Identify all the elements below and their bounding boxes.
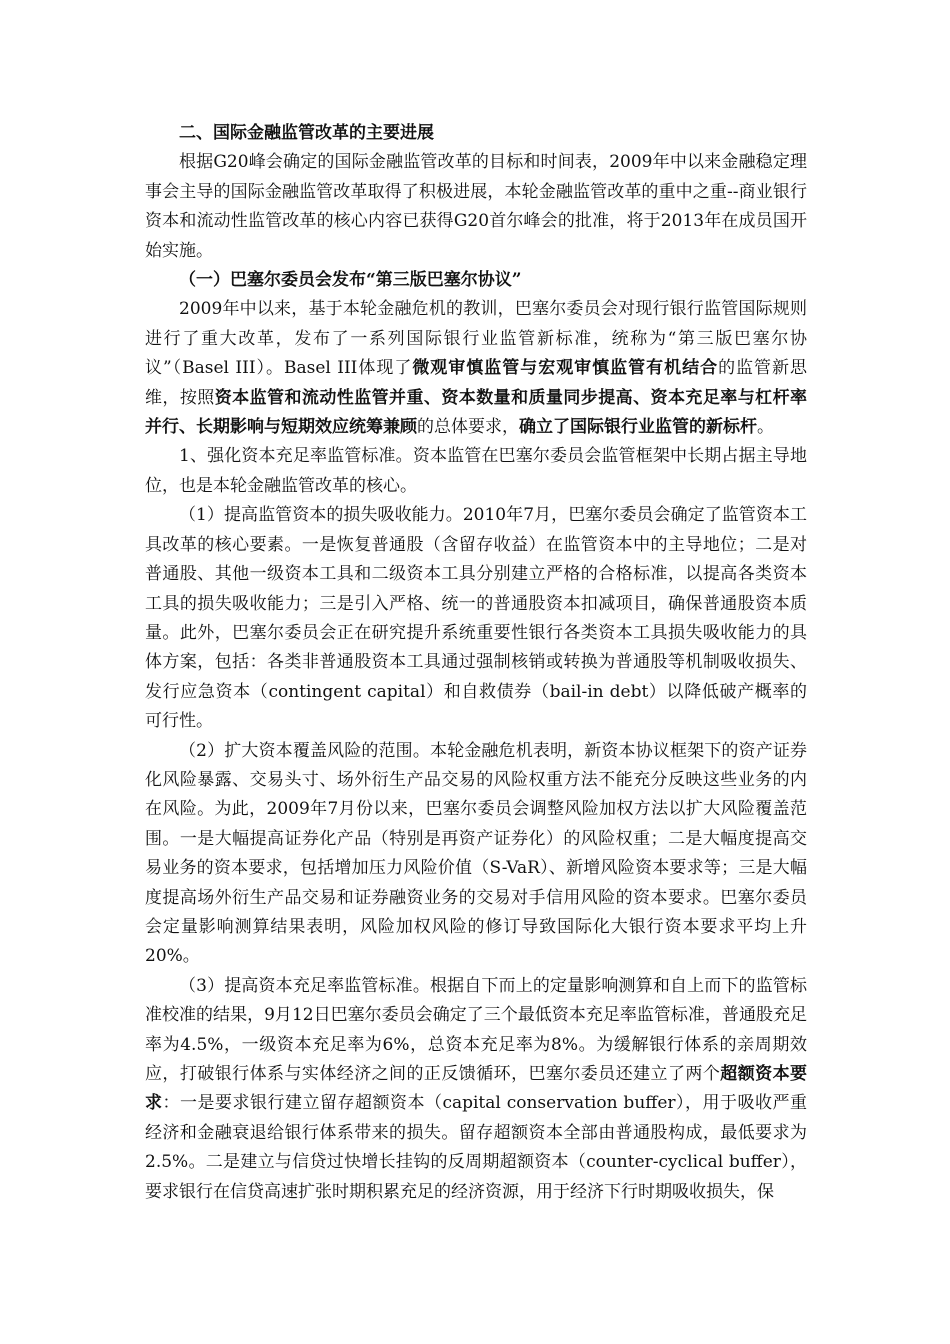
- bold-run: 微观审慎监管与宏观审慎监管有机结合: [412, 358, 719, 379]
- document-page: [145, 119, 807, 1207]
- text-run: ：一是要求银行建立留存超额资本（capital conservation buffer），用于吸收严重经济和金融衰退给银行体系带来的损失。留存超额资本全部由普通股构成，最低要求为2.5%。二是建立与信贷过快增长挂钩的反周期超额资本（counter-cyclical buffer），要求银行在信贷高速扩张时期积累充足的经济资源，用于经济下行时期吸收损失，保: [145, 1093, 807, 1202]
- text-run: 的监管新思维，按照: [145, 358, 808, 408]
- text-run: 的总体要求，: [417, 417, 519, 438]
- bold-run: 资本监管和流动性监管并重、资本数量和质量同步提高、资本充足率与杠杆率并行、长期影响与短期效应统筹兼顾: [145, 387, 808, 438]
- paragraph-capital-standards: [145, 972, 807, 1207]
- paragraph-capital-adequacy: 1、强化资本充足率监管标准。资本监管在巴塞尔委员会监管框架中长期占据主导地位，也是本轮金融监管改革的核心。: [145, 446, 807, 496]
- text-run: 。: [757, 417, 774, 438]
- paragraph-loss-absorption: （1）提高监管资本的损失吸收能力。2010年7月，巴塞尔委员会确定了监管资本工具改革的核心要素。一是恢复普通股（含留存收益）在监管资本中的主导地位；二是对普通股、其他一级资本工具和二级资本工具分别建立严格的合格标准，以提高各类资本工具的损失吸收能力；三是引入严格、统一的普通股资本扣减项目，确保普通股资本质量。此外，巴塞尔委员会正在研究提升系统重要性银行各类资本工具损失吸收能力的具体方案，包括：各类非普通股资本工具通过强制核销或转换为普通股等机制吸收损失、发行应急资本（contingent capital）和自救债券（bail-in debt）以降低破产概率的可行性。: [145, 505, 807, 732]
- text-run: 2009年中以来，基于本轮金融危机的教训，巴塞尔委员会对现行银行监管国际规则进行了重大改革，发布了一系列国际银行业监管新标准，统称为“第三版巴塞尔协议”（Basel III）。Basel III体现了: [145, 299, 807, 379]
- subsection-heading: （一）巴塞尔委员会发布“第三版巴塞尔协议”: [179, 270, 522, 291]
- text-run: （3）提高资本充足率监管标准。根据自下而上的定量影响测算和自上而下的监管标准校准的结果，9月12日巴塞尔委员会确定了三个最低资本充足率监管标准，普通股充足率为4.5%，一级资本充足率为6%，总资本充足率为8%。为缓解银行体系的亲周期效应，打破银行体系与实体经济之间的正反馈循环，巴塞尔委员还建立了两个: [145, 975, 807, 1084]
- bold-run: 确立了国际银行业监管的新标杆: [519, 417, 757, 438]
- paragraph-intro: 根据G20峰会确定的国际金融监管改革的目标和时间表，2009年中以来金融稳定理事会主导的国际金融监管改革取得了积极进展，本轮金融监管改革的重中之重--商业银行资本和流动性监管改革的核心内容已获得G20首尔峰会的批准，将于2013年在成员国开始实施。: [145, 152, 807, 261]
- bold-run: 超额资本要求: [145, 1064, 808, 1114]
- section-heading: 二、国际金融监管改革的主要进展: [179, 123, 434, 143]
- paragraph-basel-iii: [145, 295, 807, 442]
- paragraph-risk-coverage: （2）扩大资本覆盖风险的范围。本轮金融危机表明，新资本协议框架下的资产证券化风险暴露、交易头寸、场外衍生产品交易的风险权重方法不能充分反映这些业务的内在风险。为此，2009年7月份以来，巴塞尔委员会调整风险加权方法以扩大风险覆盖范围。一是大幅提高证券化产品（特别是再资产证券化）的风险权重；二是大幅度提高交易业务的资本要求，包括增加压力风险价值（S-VaR）、新增风险资本要求等；三是大幅度提高场外衍生产品交易和证券融资业务的交易对手信用风险的资本要求。巴塞尔委员会定量影响测算结果表明，风险加权风险的修订导致国际化大银行资本要求平均上升20%。: [145, 740, 807, 967]
